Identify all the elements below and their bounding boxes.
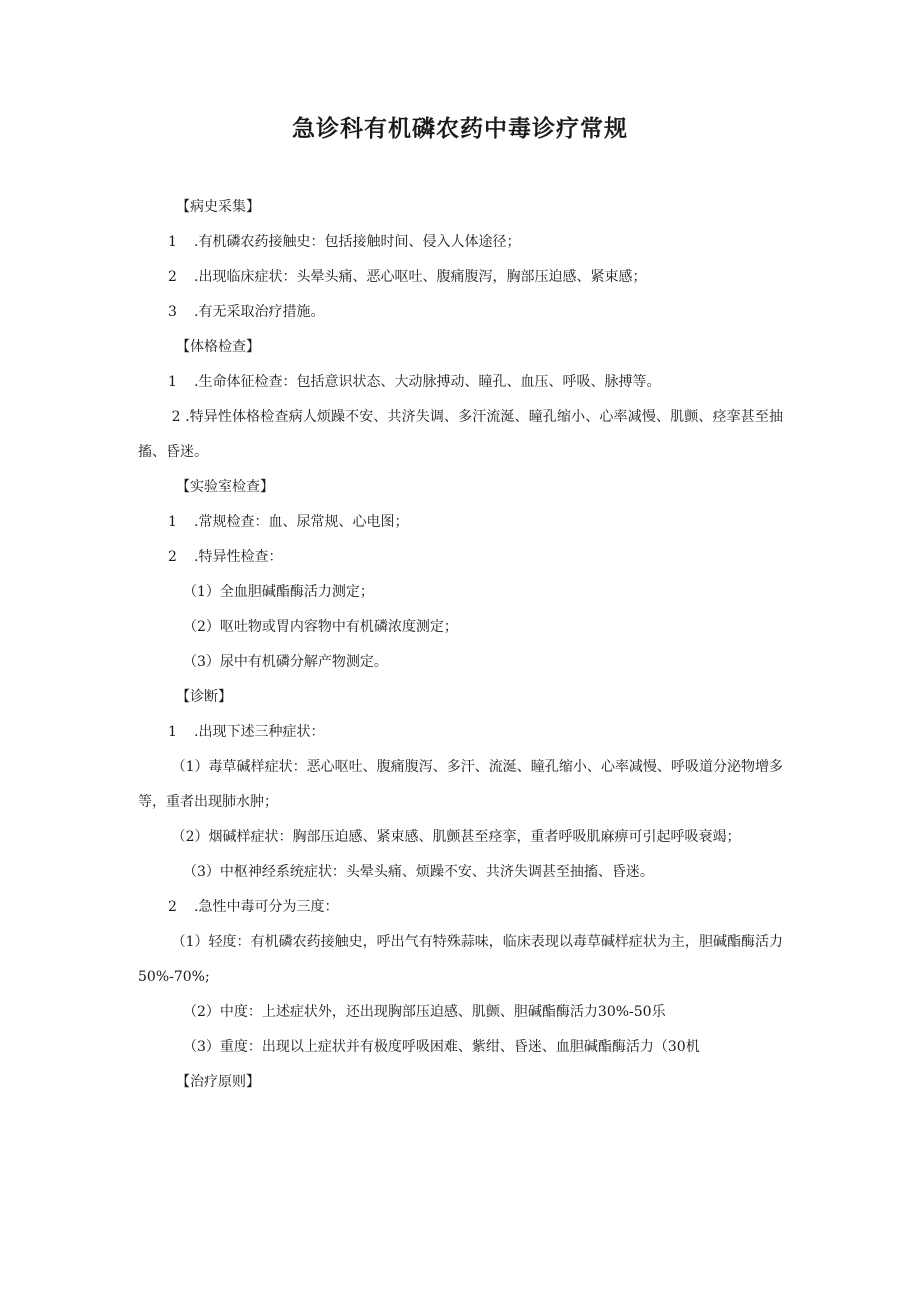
item-text: .常规检查：血、尿常规、心电图； [194,514,409,530]
item-text: .有无采取治疗措施。 [194,304,325,320]
item-number: 1 [168,724,177,740]
numbered-item [138,505,783,540]
paragraph: 2 .特异性体格检查病人烦躁不安、共济失调、多汗流涎、瞳孔缩小、心率减慢、肌颤、痉挛甚至抽搐、昏迷。 [138,409,783,460]
item-number: 1 [168,514,177,530]
numbered-item [138,890,783,925]
item-number: 3 [168,304,177,320]
section-heading: 【治疗原则】 [176,1074,260,1090]
numbered-item [138,225,783,260]
sub-item: （2）中度：上述症状外，还出现胸部压迫感、肌颤、胆碱酯酶活力30%-50乐 [183,1004,666,1020]
item-number: 2 [168,269,177,285]
section-heading: 【病史采集】 [176,199,260,215]
item-text: .急性中毒可分为三度： [194,899,339,915]
item-number: 2 [168,549,177,565]
numbered-item [138,715,783,750]
document-title: 急诊科有机磷农药中毒诊疗常规 [292,116,628,142]
numbered-item [138,365,783,400]
item-text: .出现下述三种症状： [194,724,325,740]
paragraph: （1）毒草碱样症状：恶心呕吐、腹痛腹泻、多汗、流涎、瞳孔缩小、心率减慢、呼吸道分泌物增多等，重者出现肺水肿； [138,759,783,810]
sub-item: （3）重度：出现以上症状并有极度呼吸困难、紫绀、昏迷、血胆碱酯酶活力（30机 [183,1039,700,1055]
paragraph: （2）烟碱样症状：胸部压迫感、紧束感、肌颤甚至痉挛，重者呼吸肌麻痹可引起呼吸衰竭； [171,829,741,845]
section-heading: 【诊断】 [176,689,232,705]
item-text: .生命体征检查：包括意识状态、大动脉搏动、瞳孔、血压、呼吸、脉搏等。 [194,374,661,390]
item-text: .有机磷农药接触史：包括接触时间、侵入人体途径； [194,234,521,250]
item-number: 2 [168,899,177,915]
numbered-item [138,260,783,295]
section-heading: 【实验室检查】 [176,479,274,495]
item-text: .出现临床症状：头晕头痛、恶心呕吐、腹痛腹泻，胸部压迫感、紧束感； [194,269,647,285]
numbered-item [138,540,783,575]
paragraph: （1）轻度：有机磷农药接触史，呼出气有特殊蒜味，临床表现以毒草碱样症状为主，胆碱酯酶活力50%-70%; [138,934,783,985]
sub-item: （3）中枢神经系统症状：头晕头痛、烦躁不安、共济失调甚至抽搐、昏迷。 [183,864,654,880]
section-heading: 【体格检查】 [176,339,260,355]
item-text: .特异性检查： [194,549,283,565]
item-number: 1 [168,374,177,390]
item-number: 1 [168,234,177,250]
sub-item: （2）呕吐物或胃内容物中有机磷浓度测定； [183,619,458,635]
numbered-item [138,295,783,330]
document-body [138,190,783,1100]
sub-item: （1）全血胆碱酯酶活力测定； [183,584,374,600]
sub-item: （3）尿中有机磷分解产物测定。 [183,654,388,670]
